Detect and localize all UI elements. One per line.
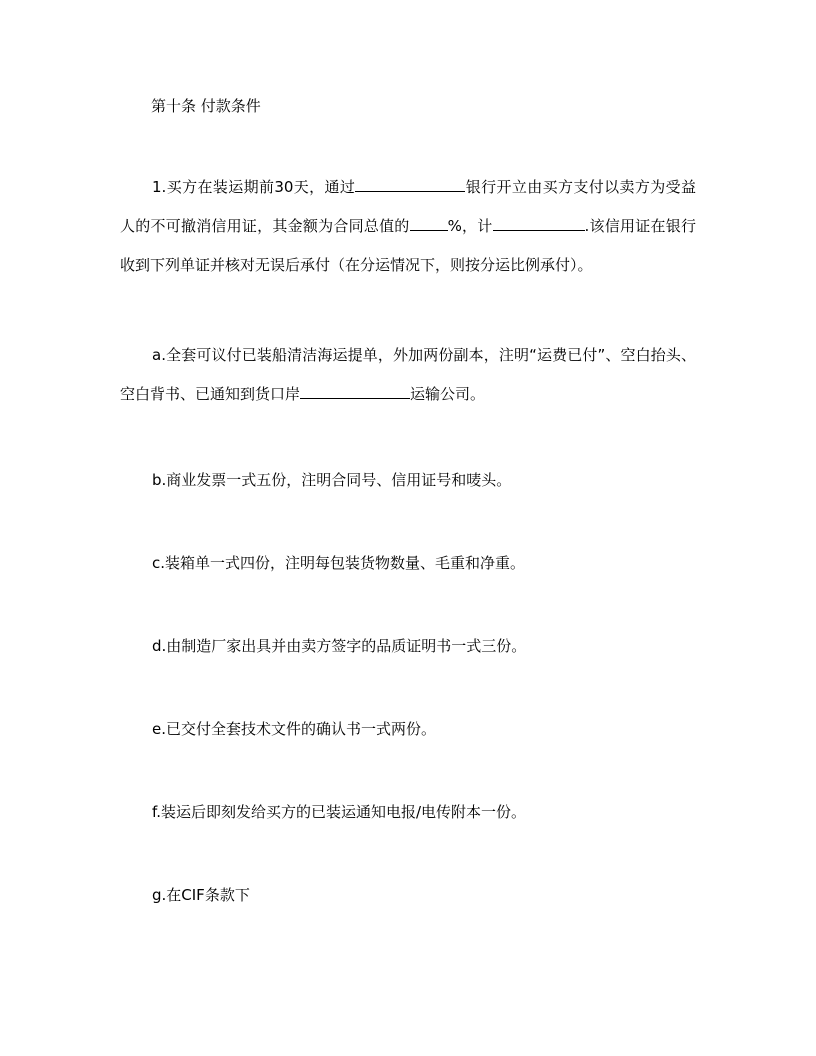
item-d: d.由制造厂家出具并由卖方签字的品质证明书一式三份。: [152, 637, 527, 655]
clause-1-text-part1: 1.买方在装运期前30天，通过: [152, 178, 356, 196]
item-a-paragraph: [120, 336, 696, 414]
item-f: f.装运后即刻发给买方的已装运通知电报/电传附本一份。: [152, 803, 527, 821]
item-a-text-part1: a.全套可议付已装船清洁海运提单，外加两份副本，注明“运费已付”、空白抬头、空白背书、已通知到货口岸: [120, 346, 696, 403]
port-blank: [300, 384, 410, 399]
item-b: b.商业发票一式五份，注明合同号、信用证号和唛头。: [152, 471, 512, 489]
item-g: g.在CIF条款下: [152, 886, 250, 904]
bank-name-blank: [355, 177, 465, 192]
clause-1-paragraph: [120, 168, 696, 285]
clause-1-text-part4: .该信用证在银行收到下列单证并核对无误后承付（在分运情况下，则按分运比例承付）。: [120, 217, 696, 274]
percentage-blank: [410, 216, 448, 231]
item-e: e.已交付全套技术文件的确认书一式两份。: [152, 720, 436, 738]
section-heading: 第十条 付款条件: [151, 97, 261, 115]
item-a-text-part2: 运输公司。: [410, 385, 486, 403]
amount-blank: [493, 216, 585, 231]
clause-1-text-part3: %，计: [447, 217, 493, 235]
item-c: c.装箱单一式四份，注明每包装货物数量、毛重和净重。: [152, 554, 526, 572]
clause-1-text-part2: 银行开立由买方支付以卖方为受益人的不可撤消信用证，其金额为合同总值的: [120, 178, 696, 235]
